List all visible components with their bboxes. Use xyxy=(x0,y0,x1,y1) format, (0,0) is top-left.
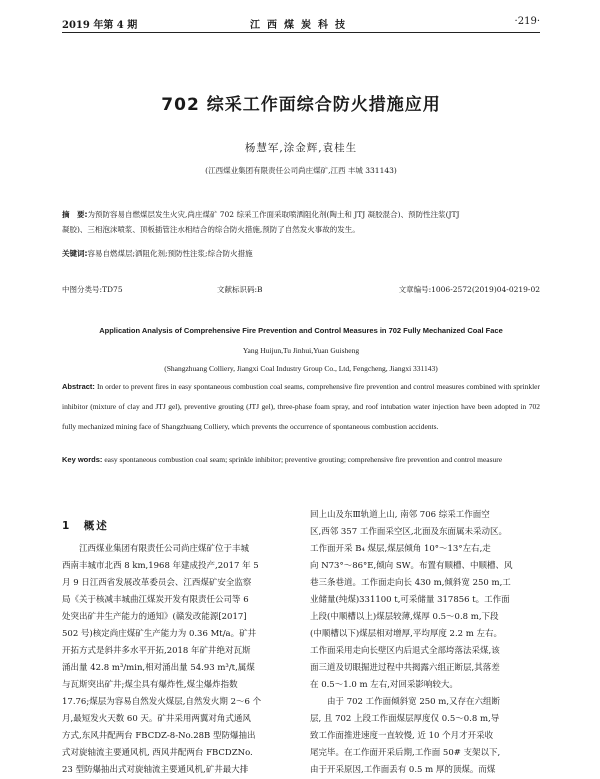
body-line: 在 0.5～1.0 m 左右,对回采影响较大。 xyxy=(310,680,458,690)
body-line: 开拓方式是斜井多水平开拓,2018 年矿井绝对瓦斯 xyxy=(62,646,251,656)
abstract xyxy=(62,207,540,237)
clc-number: 中图分类号:TD75 xyxy=(62,285,123,294)
body-line: 月 9 日江西省发展改革委员会、江西煤矿安全监察 xyxy=(62,578,252,588)
document-code: 文献标识码:B xyxy=(217,285,263,294)
body-line: 区,西邻 357 工作面采空区,北面及东面属未采动区。 xyxy=(310,527,508,537)
body-line: 上段(中顺槽以上)煤层较薄,煤厚 0.5～0.8 m,下段 xyxy=(310,612,499,622)
english-title: Application Analysis of Comprehensive Fire Prevention and Control Measures in 702 Fully Mechanized Coal Face xyxy=(99,326,503,335)
english-keywords-text: easy spontaneous combustion coal seam; sprinkle inhibitor; preventive grouting; comprehensive fire prevention and control measure xyxy=(104,455,503,464)
paper-title: 702 综采工作面综合防火措施应用 xyxy=(161,95,441,115)
body-line: 西南丰城市北西 8 km,1968 年建成投产,2017 年 5 xyxy=(62,561,259,571)
keywords-text: 容易自燃煤层;洒阻化剂;预防性注浆;综合防火措施 xyxy=(87,249,253,258)
english-keywords-label: Key words: xyxy=(62,455,103,464)
abstract-line-2: 凝胶)、三相泡沫喷浆、顶板插管注水相结合的综合防火措施,预防了自然发火事故的发生。 xyxy=(62,225,360,234)
keywords-label: 关键词: xyxy=(62,249,88,258)
body-line: 局《关于核减丰城曲江煤炭开发有限责任公司等 6 xyxy=(62,595,249,605)
body-line: 涌出量 42.8 m³/min,相对涌出量 54.93 m³/t,属煤 xyxy=(62,663,255,673)
journal-name: 江西煤炭科技 xyxy=(250,20,352,31)
body-line: 工作面开采 B₄ 煤层,煤层倾角 10°～13°左右,走 xyxy=(310,544,491,554)
running-header xyxy=(62,10,540,33)
issue-label: 2019 年第 4 期 xyxy=(62,20,138,31)
body-line: 尾完毕。在工作面开采后期,工作面 50# 支架以下, xyxy=(310,748,501,758)
affiliation: (江西煤业集团有限责任公司尚庄煤矿,江西 丰城 331143) xyxy=(205,166,397,175)
body-column-right xyxy=(310,507,542,779)
english-authors: Yang Huijun,Tu Jinhui,Yuan Guisheng xyxy=(242,346,360,355)
body-line: 17.76;煤层为容易自然发火煤层,自然发火期 2～6 个 xyxy=(62,697,262,707)
page-number: ·219· xyxy=(514,16,540,27)
body-line: 业储量(纯煤)331100 t,可采储量 317856 t。工作面 xyxy=(310,595,510,605)
english-abstract-label: Abstract: xyxy=(62,382,95,391)
abstract-line-1: 摘 要:为预防容易自燃煤层发生火灾,尚庄煤矿 702 综采工作面采取喷洒阻化剂(陶土和 JTJ 凝胶混合)、预防性注浆(JTJ xyxy=(62,210,460,219)
body-line: 江西煤业集团有限责任公司尚庄煤矿位于丰城 xyxy=(62,544,250,554)
english-keywords xyxy=(62,450,540,470)
body-line: 回上山及东Ⅲ轨道上山, 南邻 706 综采工作面空 xyxy=(310,510,490,520)
body-line: 由于 702 工作面倾斜宽 250 m,又存在六组断 xyxy=(310,697,501,707)
abstract-label: 摘 要: xyxy=(62,210,88,219)
english-abstract-text: In order to prevent fires in easy spontaneous combustion coal seams, comprehensive fire prevention and control measures combined with sprinkler inhibitor (mixture of clay and JTJ gel), preventive grouting (JTJ gel), three-phase foam spray, and roof intubation water injection have been adopted in 702 fully mechanized mining face of Shangzhuang Colliery, which prevents the occurrence of spontaneous combustion accidents. xyxy=(62,382,540,431)
body-line: 向 N73°～86°E,倾向 SW。布置有顺槽、中顺槽、风 xyxy=(310,561,513,571)
body-column-left xyxy=(62,541,296,779)
body-line: 层, 且 702 上段工作面煤层厚度仅 0.5～0.8 m,导 xyxy=(310,714,500,724)
body-line: 式对旋轴流主要通风机, 西风井配两台 FBCDZNo. xyxy=(62,748,253,758)
body-line: 工作面采用走向长壁区内后退式全部垮落法采煤,该 xyxy=(310,646,500,656)
body-line: (中顺槽以下)煤层相对增厚,平均厚度 2.2 m 左右。 xyxy=(310,629,503,639)
body-line: 23 型防爆抽出式对旋轴流主要通风机,矿井最大排 xyxy=(62,765,249,775)
body-line: 由于开采原因,工作面丢有 0.5 m 厚的顶煤。而煤 xyxy=(310,765,496,775)
body-line: 502 号)核定尚庄煤矿生产能力为 0.36 Mt/a。矿井 xyxy=(62,629,257,639)
body-line: 处突出矿井生产能力的通知》(赣发改能源[2017] xyxy=(62,612,247,622)
english-abstract xyxy=(62,377,540,437)
body-line: 致工作面推进速度一直较慢, 近 10 个月才开采收 xyxy=(310,731,494,741)
authors: 杨慧军,涂金辉,袁桂生 xyxy=(244,142,358,154)
body-line: 方式,东风井配两台 FBCDZ-8-No.28B 型防爆抽出 xyxy=(62,731,256,741)
article-number: 文章编号:1006-2572(2019)04-0219-02 xyxy=(398,285,540,294)
keywords xyxy=(62,246,540,261)
body-line: 与瓦斯突出矿井;煤尘具有爆炸性,煤尘爆炸指数 xyxy=(62,680,238,690)
body-line: 月,最短发火天数 60 天。矿井采用两翼对角式通风 xyxy=(62,714,251,724)
body-line: 面三道及切眼掘进过程中共揭露六组正断层,其落差 xyxy=(310,663,500,673)
body-line: 巷三条巷道。工作面走向长 430 m,倾斜宽 250 m,工 xyxy=(310,578,511,588)
section-heading: 1 概述 xyxy=(62,520,109,532)
english-affiliation: (Shangzhuang Colliery, Jiangxi Coal Industry Group Co., Ltd, Fengcheng, Jiangxi 331143) xyxy=(164,364,438,373)
